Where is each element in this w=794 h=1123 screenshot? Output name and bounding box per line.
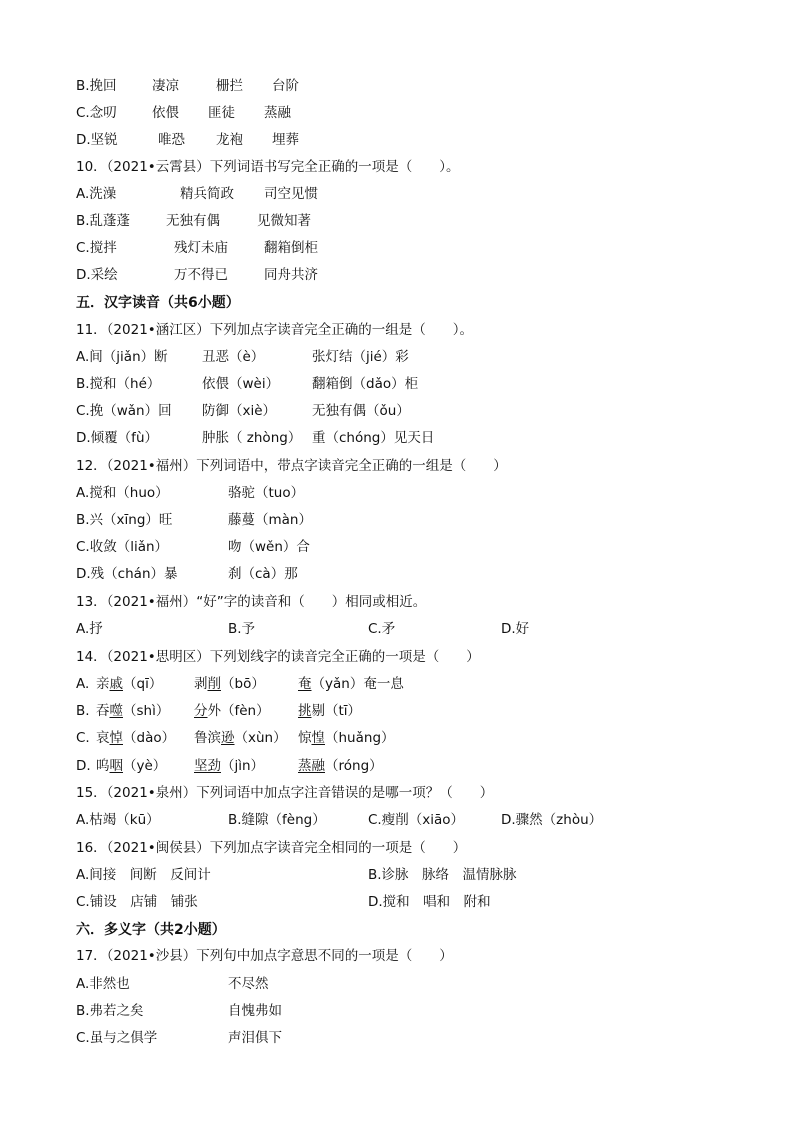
option-text: C.铺设 店铺 铺张 <box>76 894 198 910</box>
option-text: 翻箱倒柜 <box>264 240 318 256</box>
option-label: A. <box>76 676 90 692</box>
option-text: B.乱蓬蓬 <box>76 213 131 229</box>
option-label: D. <box>76 758 91 774</box>
option-text: 栅拦 <box>216 78 243 94</box>
option-text: 无独有偶 <box>166 213 220 229</box>
option-text: 蒸融 <box>264 105 291 121</box>
option-text: B.诊脉 脉络 温情脉脉 <box>368 867 517 883</box>
option-text: C.收敛（liǎn） <box>76 539 169 555</box>
option-text: A.枯竭（kū） <box>76 812 160 828</box>
option-text: A.间接 间断 反间计 <box>76 867 211 883</box>
option-text: 龙袍 <box>216 132 243 148</box>
option-word: 吞噬（shì） <box>96 703 170 719</box>
question-stem: 11．（2021•涵江区）下列加点字读音完全正确的一组是（ ）。 <box>76 322 473 338</box>
option-text: D.采绘 <box>76 267 118 283</box>
option-text: A.抒 <box>76 621 103 637</box>
option-word: 分外（fèn） <box>194 703 270 719</box>
option-text: D.好 <box>501 621 530 637</box>
question-stem: 10．（2021•云霄县）下列词语书写完全正确的一项是（ ）。 <box>76 159 460 175</box>
option-text: 重（chóng）见天日 <box>312 430 435 446</box>
option-text: C.瘦削（xiāo） <box>368 812 464 828</box>
option-word: 坚劲（jìn） <box>194 758 265 774</box>
option-word: 呜咽（yè） <box>96 758 167 774</box>
option-text: 匪徒 <box>208 105 235 121</box>
option-text: 唯恐 <box>158 132 185 148</box>
option-text: C.念叨 <box>76 105 117 121</box>
section-heading: 五．汉字读音（共6小题） <box>76 295 240 311</box>
option-word: 蒸融（róng） <box>298 758 383 774</box>
option-text: B.缝隙（fèng） <box>228 812 326 828</box>
option-text: 吻（wěn）合 <box>228 539 310 555</box>
option-text: 无独有偶（ǒu） <box>312 403 410 419</box>
option-text: 翻箱倒（dǎo）柜 <box>312 376 419 392</box>
option-text: 骆驼（tuo） <box>228 485 305 501</box>
option-text: 声泪俱下 <box>228 1030 282 1046</box>
section-heading: 六．多义字（共2小题） <box>76 922 226 938</box>
option-text: 丑恶（è） <box>202 349 265 365</box>
option-text: 藤蔓（màn） <box>228 512 312 528</box>
option-text: 万不得已 <box>174 267 228 283</box>
option-text: C.挽（wǎn）回 <box>76 403 172 419</box>
option-word: 剥削（bō） <box>194 676 265 692</box>
option-word: 挑剔（tī） <box>298 703 362 719</box>
option-text: D.骤然（zhòu） <box>501 812 603 828</box>
option-text: 防御（xiè） <box>202 403 277 419</box>
option-text: 见微知著 <box>257 213 311 229</box>
option-text: B.予 <box>228 621 256 637</box>
option-text: 司空见惯 <box>264 186 318 202</box>
option-text: 凄凉 <box>152 78 179 94</box>
option-text: B.挽回 <box>76 78 117 94</box>
option-text: 依偎 <box>152 105 179 121</box>
option-text: B.搅和（hé） <box>76 376 161 392</box>
option-label: C. <box>76 730 90 746</box>
option-text: B.兴（xīng）旺 <box>76 512 173 528</box>
option-text: D.坚锐 <box>76 132 118 148</box>
option-text: A.洗澡 <box>76 186 117 202</box>
question-stem: 13．（2021•福州）“好”字的读音和（ ）相同或相近。 <box>76 594 427 610</box>
option-text: A.非然也 <box>76 976 130 992</box>
question-stem: 12．（2021•福州）下列词语中，带点字读音完全正确的一组是（ ） <box>76 458 507 474</box>
option-text: 台阶 <box>272 78 299 94</box>
option-word: 鲁滨逊（xùn） <box>194 730 287 746</box>
option-text: A.间（jiǎn）断 <box>76 349 168 365</box>
question-stem: 17．（2021•沙县）下列句中加点字意思不同的一项是（ ） <box>76 948 453 964</box>
option-word: 惊惶（huǎng） <box>298 730 395 746</box>
option-text: B.弗若之矣 <box>76 1003 144 1019</box>
option-text: 肿胀（ zhòng） <box>202 430 302 446</box>
option-text: 张灯结（jié）彩 <box>312 349 409 365</box>
option-text: C.搅拌 <box>76 240 117 256</box>
option-text: 不尽然 <box>228 976 269 992</box>
option-text: 精兵简政 <box>180 186 234 202</box>
option-text: 自愧弗如 <box>228 1003 282 1019</box>
option-text: C.矛 <box>368 621 396 637</box>
option-word: 哀悼（dào） <box>96 730 176 746</box>
question-stem: 15．（2021•泉州）下列词语中加点字注音错误的是哪一项？（ ） <box>76 785 494 801</box>
option-text: 埋葬 <box>272 132 299 148</box>
option-text: D.残（chán）暴 <box>76 566 178 582</box>
option-text: D.倾覆（fù） <box>76 430 158 446</box>
option-word: 奄（yǎn）奄一息 <box>298 676 404 692</box>
option-word: 亲戚（qī） <box>96 676 163 692</box>
option-text: D.搅和 唱和 附和 <box>368 894 491 910</box>
option-text: 同舟共济 <box>264 267 318 283</box>
option-text: 依偎（wèi） <box>202 376 280 392</box>
question-stem: 16．（2021•闽侯县）下列加点字读音完全相同的一项是（ ） <box>76 840 467 856</box>
option-text: 刹（cà）那 <box>228 566 298 582</box>
option-text: A.搅和（huo） <box>76 485 169 501</box>
option-text: 残灯未庙 <box>174 240 228 256</box>
option-label: B. <box>76 703 90 719</box>
option-text: C.虽与之俱学 <box>76 1030 158 1046</box>
question-stem: 14．（2021•思明区）下列划线字的读音完全正确的一项是（ ） <box>76 649 480 665</box>
